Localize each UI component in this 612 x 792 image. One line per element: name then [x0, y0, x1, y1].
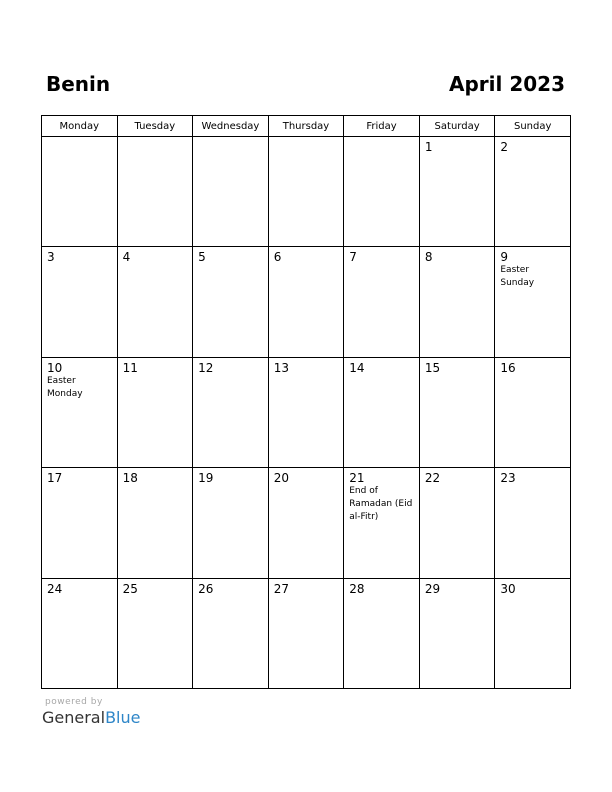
country-title: Benin: [46, 72, 111, 96]
day-cell: [42, 137, 118, 247]
day-number: 4: [122, 250, 131, 265]
brand-general-text: General: [42, 708, 106, 727]
day-cell: [193, 357, 269, 467]
day-number: 13: [273, 360, 289, 375]
week-row: [42, 247, 571, 357]
weekday-header: Monday: [42, 116, 118, 137]
brand-logo: [42, 708, 140, 728]
day-cell: [42, 247, 118, 357]
footer: [42, 697, 140, 728]
day-number: 24: [47, 581, 63, 596]
week-row: [42, 357, 571, 467]
week-row: [42, 137, 571, 247]
day-number: 27: [273, 581, 289, 596]
day-cell: [117, 137, 193, 247]
day-cell: [42, 578, 118, 688]
day-number: 20: [273, 471, 289, 486]
week-row: [42, 468, 571, 578]
brand-blue-text: Blue: [105, 708, 141, 727]
weekday-header: Sunday: [495, 116, 571, 137]
day-number: 7: [349, 250, 357, 265]
powered-by-label: powered by: [45, 697, 103, 707]
day-cell: [419, 468, 495, 578]
day-cell: [344, 247, 420, 357]
weekday-header: Saturday: [419, 116, 495, 137]
day-number: 5: [198, 250, 206, 265]
day-number: 18: [122, 471, 138, 486]
day-cell: [495, 247, 571, 357]
day-cell: [495, 137, 571, 247]
day-number: 26: [198, 581, 214, 596]
day-cell: [419, 578, 495, 688]
day-number: 8: [424, 250, 433, 265]
day-cell: [419, 137, 495, 247]
day-number: 15: [424, 360, 441, 375]
day-cell: [495, 357, 571, 467]
day-number: 14: [349, 360, 365, 375]
day-number: 22: [424, 471, 441, 486]
day-cell: [419, 247, 495, 357]
day-number: 2: [500, 140, 509, 154]
weekday-header: Thursday: [268, 116, 344, 137]
day-cell: [42, 468, 118, 578]
day-cell: [268, 578, 344, 688]
day-number: 28: [349, 581, 365, 596]
day-cell: [495, 468, 571, 578]
day-number: 11: [122, 360, 138, 375]
day-cell: [42, 357, 118, 467]
weekday-header: Wednesday: [193, 116, 269, 137]
day-cell: [268, 247, 344, 357]
day-cell: [495, 578, 571, 688]
holiday-label: End of Ramadan (Eid al-Fitr): [349, 486, 413, 523]
day-cell: [268, 468, 344, 578]
month-title: April 2023: [449, 72, 565, 96]
holiday-label: Easter Sunday: [500, 265, 535, 289]
weekday-header-row: [42, 116, 571, 137]
day-cell: [344, 468, 420, 578]
day-cell: [193, 247, 269, 357]
day-number: 29: [424, 581, 441, 596]
day-cell: [117, 247, 193, 357]
day-cell: [419, 357, 495, 467]
holiday-label: Easter Monday: [47, 375, 83, 399]
day-cell: [344, 137, 420, 247]
day-number: 1: [424, 140, 433, 154]
day-cell: [268, 137, 344, 247]
day-cell: [344, 357, 420, 467]
day-number: 19: [198, 471, 214, 486]
day-number: 17: [47, 471, 63, 486]
day-number: 12: [198, 360, 214, 375]
weekday-header: Friday: [344, 116, 420, 137]
day-number: 21: [349, 471, 365, 486]
day-cell: [117, 578, 193, 688]
day-number: 25: [122, 581, 138, 596]
day-cell: [117, 357, 193, 467]
day-cell: [193, 468, 269, 578]
day-number: 3: [47, 250, 55, 265]
day-number: 9: [500, 250, 509, 265]
calendar-body: [42, 137, 571, 689]
day-cell: [117, 468, 193, 578]
day-number: 16: [500, 360, 516, 375]
day-cell: [268, 357, 344, 467]
day-cell: [193, 578, 269, 688]
day-number: 6: [273, 250, 282, 265]
day-number: 10: [47, 360, 63, 375]
weekday-header: Tuesday: [117, 116, 193, 137]
day-cell: [344, 578, 420, 688]
calendar-grid: [41, 115, 571, 689]
day-number: 30: [500, 581, 516, 596]
day-number: 23: [500, 471, 516, 486]
week-row: [42, 578, 571, 688]
day-cell: [193, 137, 269, 247]
